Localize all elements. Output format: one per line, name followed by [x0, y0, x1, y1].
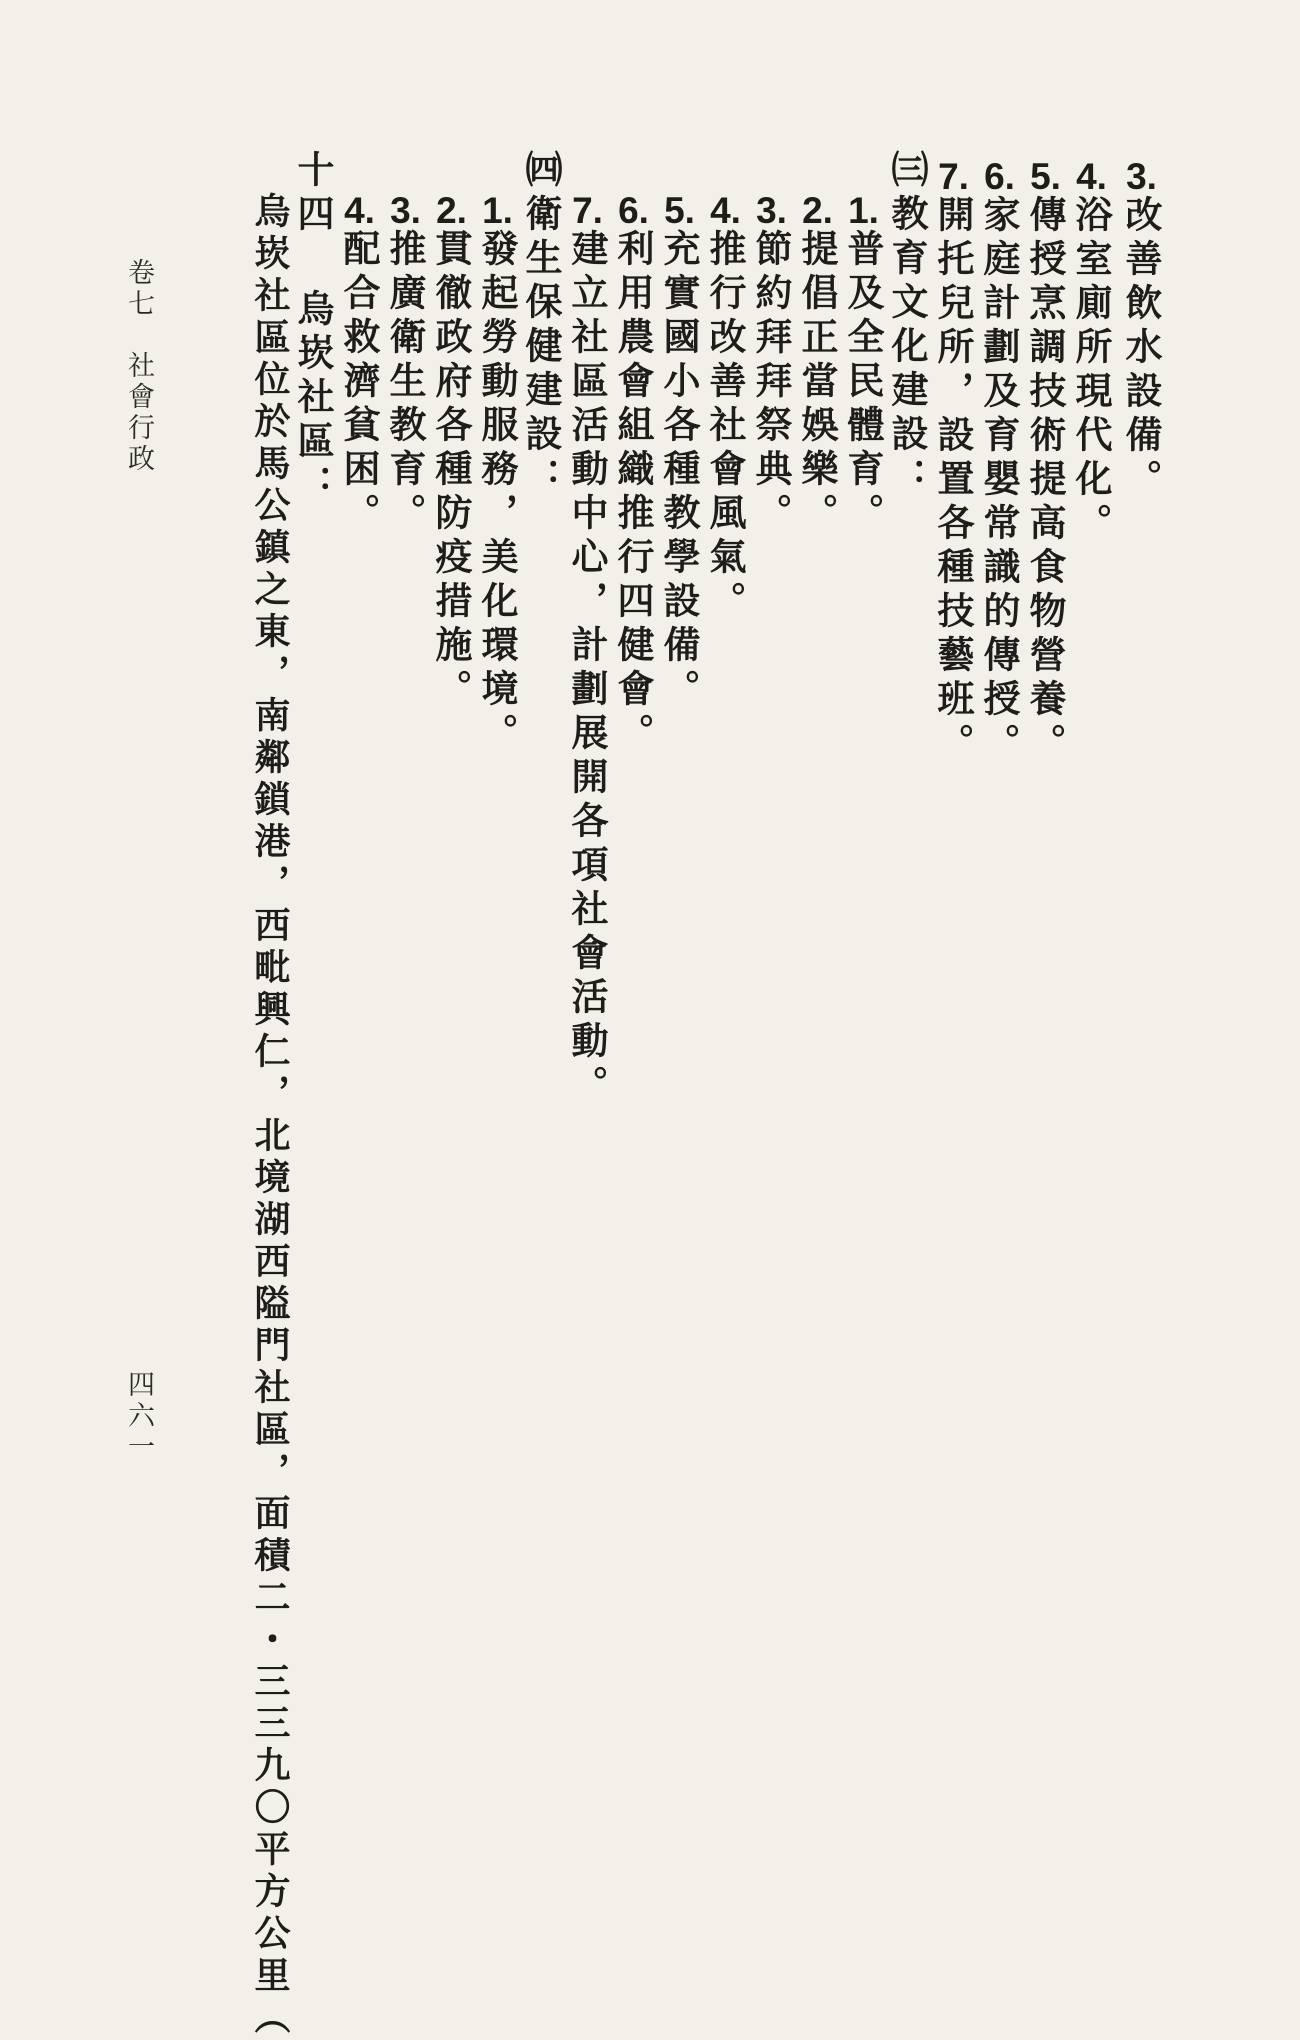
list-item-4: 4.配合救濟貧困。: [337, 192, 381, 537]
list-item-2: 2.提倡正當娛樂。: [795, 192, 839, 537]
list-item-2: 2.貫徹政府各種防疫措施。: [429, 192, 473, 713]
list-item-7: 7.開托兒所，設置各種技藝班。: [931, 158, 975, 767]
list-item-5: 5.充實國小各種教學設備。: [657, 192, 701, 713]
wukan-paragraph: 烏崁社區位於馬公鎮之東，南鄰鎖港，西毗興仁，北境湖西隘門社區，面積二・三三九〇平方公里（: [249, 192, 291, 2040]
list-item-3: 3.改善飲水設備。: [1119, 158, 1163, 503]
list-item-1: 1.普及全民體育。: [841, 192, 885, 537]
list-item-4: 4.推行改善社會風氣。: [703, 192, 747, 625]
list-item-6: 6.利用農會組織推行四健會。: [611, 192, 655, 757]
section-heading-health: ㈣衛生保健建設：: [519, 150, 563, 502]
list-item-6: 6.家庭計劃及育嬰常識的傳授。: [977, 158, 1021, 767]
show-through-text: [1121, 100, 1170, 142]
list-item-7: 7.建立社區活動中心，計劃展開各項社會活動。: [565, 192, 609, 1109]
list-item-4: 4.浴室廁所現代化。: [1069, 158, 1113, 547]
section-heading-education: ㈢教育文化建設：: [885, 150, 929, 502]
section-heading-wukan: 十四 烏崁社區：: [291, 150, 335, 509]
page-number: 四六一: [123, 1370, 154, 1463]
chapter-footer: 卷七 社會行政: [123, 258, 154, 475]
list-item-3: 3.節約拜拜祭典。: [749, 192, 793, 537]
list-item-1: 1.發起勞動服務，美化環境。: [475, 192, 519, 757]
list-item-3: 3.推廣衛生教育。: [383, 192, 427, 537]
list-item-5: 5.傳授烹調技術提高食物營養。: [1023, 158, 1067, 767]
